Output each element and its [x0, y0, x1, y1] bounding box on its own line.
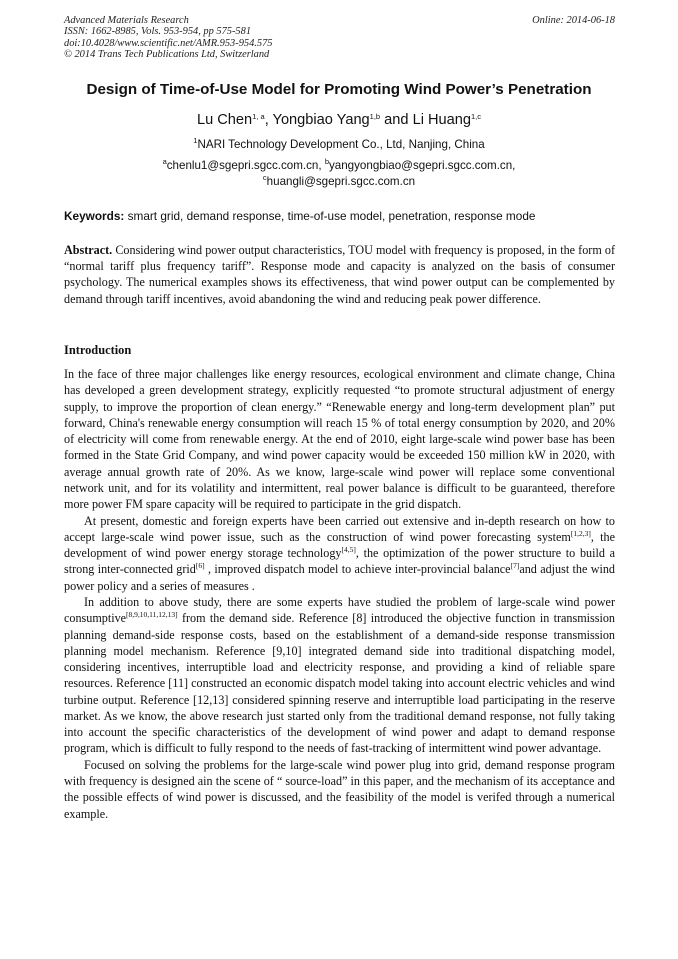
paragraph: Focused on solving the problems for the large-scale wind power plug into grid, demand response program with frequency is designed ain the scene of “ source-load” in this paper, and the mechanism of its acceptance and the possible effects of wind power is discussed, and the feasibility of the model is verifed through a numerical example.	[64, 757, 615, 821]
email-line	[0, 174, 678, 190]
email-superscript: a	[162, 157, 167, 166]
abstract-text: Considering wind power output characteristics, TOU model with frequency is proposed, in the form of “normal tariff plus frequency tariff”. Response mode and capacity is analyzed on the basis of consumer psychology. The numerical examples shows its effectiveness, that wind power output can be complemented by demand through tariff incentives, avoid abandoning the wind and reducing peak power difference.	[64, 243, 615, 306]
introduction-body	[64, 366, 615, 822]
abstract-label: Abstract.	[64, 243, 113, 257]
author-name: Yongbiao Yang	[272, 112, 370, 128]
paragraph-text: and adjust the wind power policy and a series of measures .	[64, 562, 615, 593]
paragraph: In the face of three major challenges like energy resources, ecological environment and climate change, China has developed a green development strategy, explicitly requested “to promote structural adjustment of energy supply, to improve the proportion of clean energy.” “Renewable energy and long-term development plan” put forward, China's renewable energy consumption will reach 15 % of total energy consumption by 2020, and 20% of electricity will come from renewable energy. At the end of 2010, eight large-scale wind power base has been formed in the State Grid Company, and wind power capacity would be exceeded 150 million kW in 2020, with average annual growth rate of 20%. As we know, large-scale wind power will replace some conventional network unit, and for its volatility and intermittent, real power balance is difficult to be guaranteed, therefore more power FM spare capacity will be required to participate in the grid dispatch.	[64, 367, 615, 512]
abstract	[64, 242, 615, 307]
paragraph	[64, 594, 615, 757]
journal-name: Advanced Materials Research	[64, 15, 189, 26]
paragraph-text: , the optimization of the power structure to build a strong inter-connected grid	[64, 546, 616, 577]
journal-header	[64, 15, 615, 60]
email-address: chenlu1@sgepri.sgcc.com.cn,	[166, 159, 325, 172]
keywords	[64, 209, 615, 223]
paper-title: Design of Time-of-Use Model for Promoting Wind Power’s Penetration	[86, 81, 592, 98]
paragraph	[64, 513, 615, 594]
author-superscript: 1, a	[252, 112, 265, 121]
author-superscript: 1,c	[471, 112, 482, 121]
citation: [1,2,3]	[570, 528, 591, 538]
author-emails	[0, 158, 678, 190]
author-name: Li Huang	[412, 112, 471, 128]
issn-line: ISSN: 1662-8985, Vols. 953-954, pp 575-581	[64, 26, 252, 38]
online-date: Online: 2014-06-18	[532, 15, 615, 26]
affiliation-superscript: 1	[193, 136, 198, 145]
email-superscript: c	[262, 173, 267, 182]
email-address: yangyongbiao@sgepri.sgcc.com.cn,	[328, 159, 516, 172]
citation: [7]	[510, 561, 520, 571]
section-heading: Introduction	[64, 343, 132, 357]
citation: [8,9,10,11,12,13]	[126, 610, 178, 620]
citation: [4,5]	[341, 545, 356, 555]
author-separator: ,	[264, 112, 273, 128]
email-superscript: b	[324, 157, 329, 166]
keywords-text: smart grid, demand response, time-of-use model, penetration, response mode	[124, 209, 536, 223]
paragraph-text: , the development of wind power energy storage technology	[64, 529, 615, 561]
copyright-line: © 2014 Trans Tech Publications Ltd, Switzerland	[64, 48, 270, 60]
email-line	[0, 158, 678, 174]
author-name: Lu Chen	[196, 112, 253, 128]
author-separator: and	[380, 112, 413, 128]
doi-line: doi:10.4028/www.scientific.net/AMR.953-954.575	[64, 37, 273, 49]
paragraph-text: At present, domestic and foreign experts have been carried out extensive and in-depth research on how to accept large-scale wind power issue, such as the construction of wind power forecasting system	[64, 513, 615, 544]
paragraph-text: from the demand side. Reference [8] introduced the objective function in transmission planning demand-side response costs, based on the establishment of a demand-side response transmission planning model mechanism. Reference [9,10] integrated demand side into traditional dispatching model, considering incentives, interruptible load and electricity response, and providing a kind of reliable spare resources. Reference [11] constructed an economic dispatch model taking into account electric vehicles and wind turbine output. Reference [12,13] considered spinning reserve and interruptible load participating in the reserve market. As we know, the above research just started only from the traditional demand response, not fully taking into account the specific characteristics of the development of wind power and adapt to demand response program, which is difficult to fully respond to the needs of fast-tracking of intermittent wind power advantage.	[64, 611, 615, 756]
citation: [6]	[195, 561, 205, 571]
paragraph-text: In addition to above study, there are some experts have studied the problem of large-scale wind power consumptive	[64, 594, 615, 626]
keywords-label: Keywords:	[64, 209, 125, 223]
affiliation	[0, 138, 678, 151]
author-list	[0, 112, 678, 128]
author-superscript: 1,b	[369, 112, 381, 121]
email-address: huangli@sgepri.sgcc.com.cn	[266, 175, 416, 188]
affiliation-text: NARI Technology Development Co., Ltd, Nanjing, China	[197, 138, 485, 151]
paragraph-text: , improved dispatch model to achieve inter-provincial balance	[204, 562, 511, 577]
